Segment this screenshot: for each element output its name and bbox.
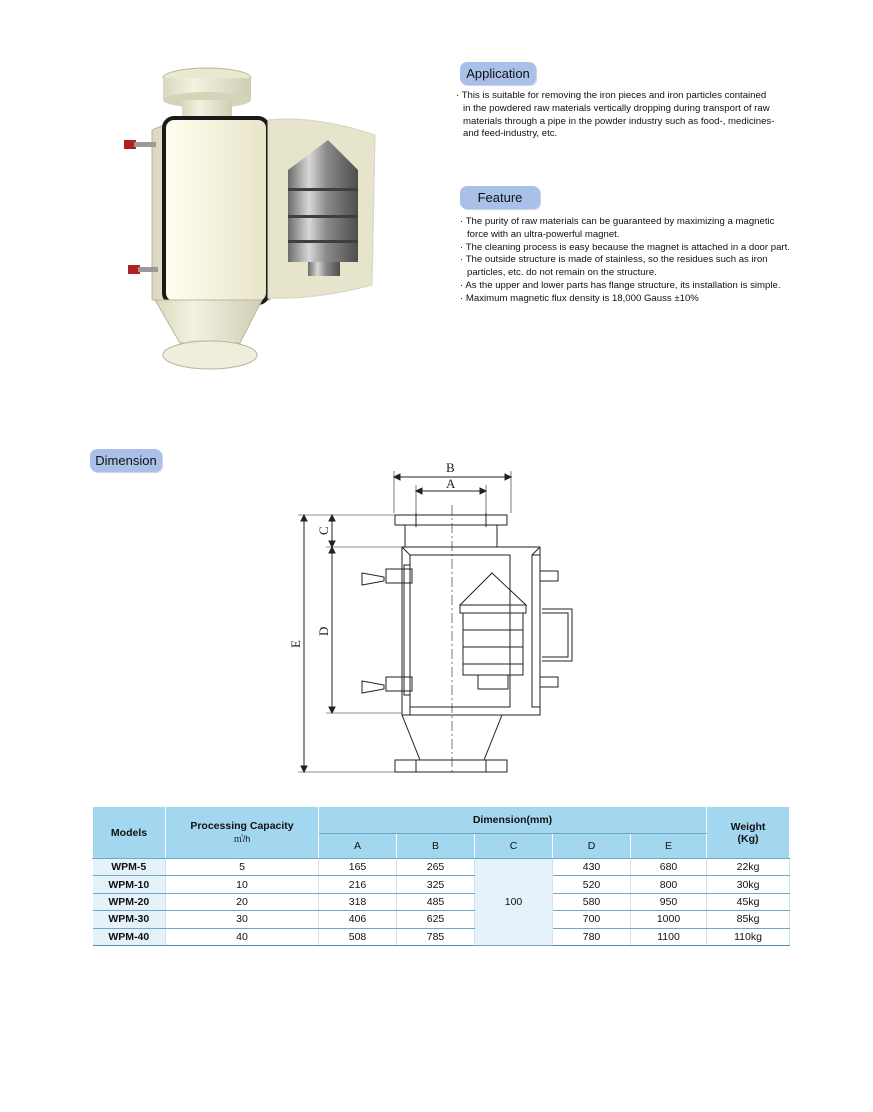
cell-model: WPM-5 — [93, 859, 166, 876]
cell-d: 700 — [553, 911, 631, 928]
cell-weight: 45kg — [707, 893, 790, 910]
col-weight — [707, 807, 790, 859]
dim-label-e: E — [288, 640, 303, 648]
cell-weight: 110kg — [707, 928, 790, 945]
dim-label-a: A — [446, 476, 456, 491]
table-row — [93, 893, 790, 910]
application-line-4: and feed-industry, etc. — [463, 128, 558, 140]
application-line-3: materials through a pipe in the powder industry such as food-, medicines- — [463, 115, 775, 127]
feature-list — [460, 216, 800, 306]
cell-weight: 22kg — [707, 859, 790, 876]
cell-model: WPM-30 — [93, 911, 166, 928]
table-row — [93, 859, 790, 876]
cell-capacity: 20 — [166, 893, 319, 910]
cell-capacity: 40 — [166, 928, 319, 945]
cell-e: 1000 — [631, 911, 707, 928]
col-weight-line1: Weight — [730, 820, 766, 833]
col-d: D — [553, 834, 631, 859]
application-heading: Application — [460, 62, 536, 85]
feature-item-cont: particles, etc. do not remain on the structure. — [467, 267, 657, 279]
cell-a: 216 — [319, 876, 397, 893]
col-capacity-unit: ㎥/h — [233, 834, 251, 844]
cell-e: 1100 — [631, 928, 707, 945]
feature-item: · The cleaning process is easy because the magnet is attached in a door part. — [460, 242, 800, 255]
cell-d: 780 — [553, 928, 631, 945]
application-line-1: · This is suitable for removing the iron pieces and iron particles contained — [456, 90, 796, 103]
col-capacity-label: Processing Capacity — [190, 820, 294, 832]
cell-e: 800 — [631, 876, 707, 893]
cell-b: 785 — [397, 928, 475, 945]
application-text — [456, 90, 796, 141]
dimension-heading: Dimension — [90, 449, 162, 472]
cell-capacity: 10 — [166, 876, 319, 893]
feature-item: · The outside structure is made of stainless, so the residues such as iron — [460, 254, 800, 267]
cell-c: 100 — [475, 859, 553, 946]
col-weight-line2: (Kg) — [737, 832, 759, 845]
col-models: Models — [93, 807, 166, 859]
table-row — [93, 911, 790, 928]
feature-item: · Maximum magnetic flux density is 18,000 Gauss ±10% — [460, 293, 800, 306]
feature-heading: Feature — [460, 186, 540, 209]
dim-label-b: B — [446, 460, 455, 475]
col-capacity — [166, 807, 319, 859]
cell-d: 580 — [553, 893, 631, 910]
cell-a: 406 — [319, 911, 397, 928]
feature-item: · As the upper and lower parts has flange structure, its installation is simple. — [460, 280, 800, 293]
dim-label-c: C — [316, 526, 331, 535]
cell-weight: 30kg — [707, 876, 790, 893]
dim-label-d: D — [316, 626, 331, 636]
cell-e: 950 — [631, 893, 707, 910]
cell-capacity: 30 — [166, 911, 319, 928]
cell-a: 165 — [319, 859, 397, 876]
cell-a: 508 — [319, 928, 397, 945]
cell-a: 318 — [319, 893, 397, 910]
col-e: E — [631, 834, 707, 859]
product-photo — [110, 60, 400, 375]
feature-item: · The purity of raw materials can be guaranteed by maximizing a magnetic — [460, 216, 800, 229]
table-row — [93, 928, 790, 945]
cell-weight: 85kg — [707, 911, 790, 928]
table-row — [93, 876, 790, 893]
cell-model: WPM-20 — [93, 893, 166, 910]
application-line-2: in the powdered raw materials vertically dropping during transport of raw — [463, 102, 770, 114]
col-dimension: Dimension(mm) — [319, 807, 707, 834]
cell-b: 325 — [397, 876, 475, 893]
cell-capacity: 5 — [166, 859, 319, 876]
col-c: C — [475, 834, 553, 859]
cell-model: WPM-40 — [93, 928, 166, 945]
cell-d: 430 — [553, 859, 631, 876]
cell-b: 625 — [397, 911, 475, 928]
col-a: A — [319, 834, 397, 859]
cell-model: WPM-10 — [93, 876, 166, 893]
cell-b: 485 — [397, 893, 475, 910]
spec-table — [92, 806, 790, 946]
cell-e: 680 — [631, 859, 707, 876]
cell-b: 265 — [397, 859, 475, 876]
col-b: B — [397, 834, 475, 859]
cell-d: 520 — [553, 876, 631, 893]
dimension-drawing — [280, 455, 610, 785]
feature-item-cont: force with an ultra-powerful magnet. — [467, 228, 620, 240]
